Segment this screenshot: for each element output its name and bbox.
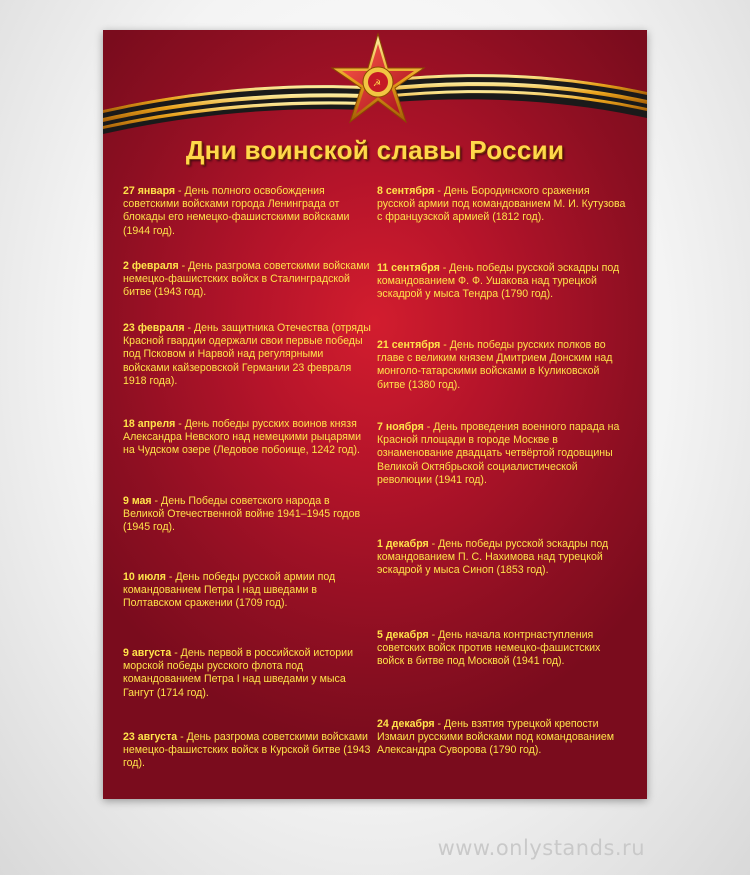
list-item: [377, 339, 629, 392]
list-item: [123, 260, 371, 300]
entry-date: 23 августа: [123, 731, 178, 743]
entry-date: 8 сентября: [377, 185, 435, 197]
entry-date: 9 августа: [123, 647, 172, 659]
list-item: [123, 418, 371, 458]
list-item: [377, 185, 629, 225]
entry-date: 24 декабря: [377, 718, 435, 730]
ribbon-left: [103, 85, 363, 134]
entry-text: - День разгрома советскими войсками немецко-фашистских войск в Сталинградской битве (1943 год).: [123, 260, 370, 299]
entry-text: - День Бородинского сражения русской армии под командованием М. И. Кутузова с французской армией (1812 год).: [377, 185, 626, 224]
entry-date: 21 сентября: [377, 339, 441, 351]
entry-date: 18 апреля: [123, 418, 176, 430]
list-item: [377, 538, 629, 578]
entry-date: 5 декабря: [377, 629, 429, 641]
entry-text: - День победы русских полков во главе с великим князем Дмитрием Донским над монголо-татарскими войсками в Куликовской битве (1380 год).: [377, 339, 613, 391]
entry-text: - День первой в российской истории морской победы русского флота под командованием Петра I над шведами у мыса Гангут (1714 год).: [123, 647, 353, 699]
entry-text: - День победы русских воинов князя Александра Невского над немецкими рыцарями на Чудском озере (Ледовое побоище, 1242 год).: [123, 418, 362, 457]
entry-text: - День взятия турецкой крепости Измаил русскими войсками под командованием Александра Суворова (1790 год).: [377, 718, 615, 757]
entry-date: 2 февраля: [123, 260, 179, 272]
entry-date: 23 февраля: [123, 322, 185, 334]
list-item: [123, 731, 371, 771]
entry-text: - День начала контрнаступления советских войск против немецко-фашистских войск в битве под Москвой (1941 год).: [377, 629, 601, 668]
entry-text: - День победы русской эскадры под командованием Ф. Ф. Ушакова над турецкой эскадрой у мыса Тендра (1790 год).: [377, 262, 620, 301]
entry-date: 27 января: [123, 185, 176, 197]
entry-text: - День Победы советского народа в Великой Отечественной войне 1941–1945 годов (1945 год).: [123, 495, 361, 534]
entry-date: 11 сентября: [377, 262, 440, 274]
entry-date: 9 мая: [123, 495, 152, 507]
list-item: [377, 629, 629, 669]
list-item: [377, 421, 629, 487]
st-george-ribbon: [103, 30, 647, 140]
poster: [103, 30, 647, 799]
list-item: [377, 718, 629, 758]
list-item: [123, 647, 371, 700]
list-item: [123, 185, 371, 238]
entry-text: - День проведения военного парада на Красной площади в городе Москве в ознаменование двадцать четвёртой годовщины Великой Октябрьской социалистической революции (1941 год).: [377, 421, 620, 486]
ribbon-right: [393, 74, 647, 118]
list-item: [377, 262, 629, 302]
list-item: [123, 322, 371, 388]
list-item: [123, 571, 371, 611]
svg-text:☭: ☭: [373, 79, 382, 89]
entry-text: - День полного освобождения советскими войсками города Ленинграда от блокады его немецко-фашистскими войсками (1944 год).: [123, 185, 350, 237]
entry-text: - День победы русской эскадры под командованием П. С. Нахимова над турецкой эскадрой у мыса Синоп (1853 год).: [377, 538, 609, 577]
entry-date: 7 ноября: [377, 421, 424, 433]
entry-date: 1 декабря: [377, 538, 429, 550]
entry-text: - День разгрома советскими войсками немецко-фашистских войск в Курской битве (1943 год).: [123, 731, 371, 770]
list-item: [123, 495, 371, 535]
entry-date: 10 июля: [123, 571, 166, 583]
entry-text: - День защитника Отечества (отряды Красной гвардии одержали свои первые победы под Псковом и Нарвой над регулярными войсками кайзеровской Германии 23 февраля 1918 года).: [123, 322, 371, 387]
site-watermark: www.onlystands.ru: [437, 836, 645, 860]
entry-text: - День победы русской армии под командованием Петра I над шведами в Полтавском сражении (1709 год).: [123, 571, 336, 610]
page-title: Дни воинской славы России: [185, 135, 565, 165]
